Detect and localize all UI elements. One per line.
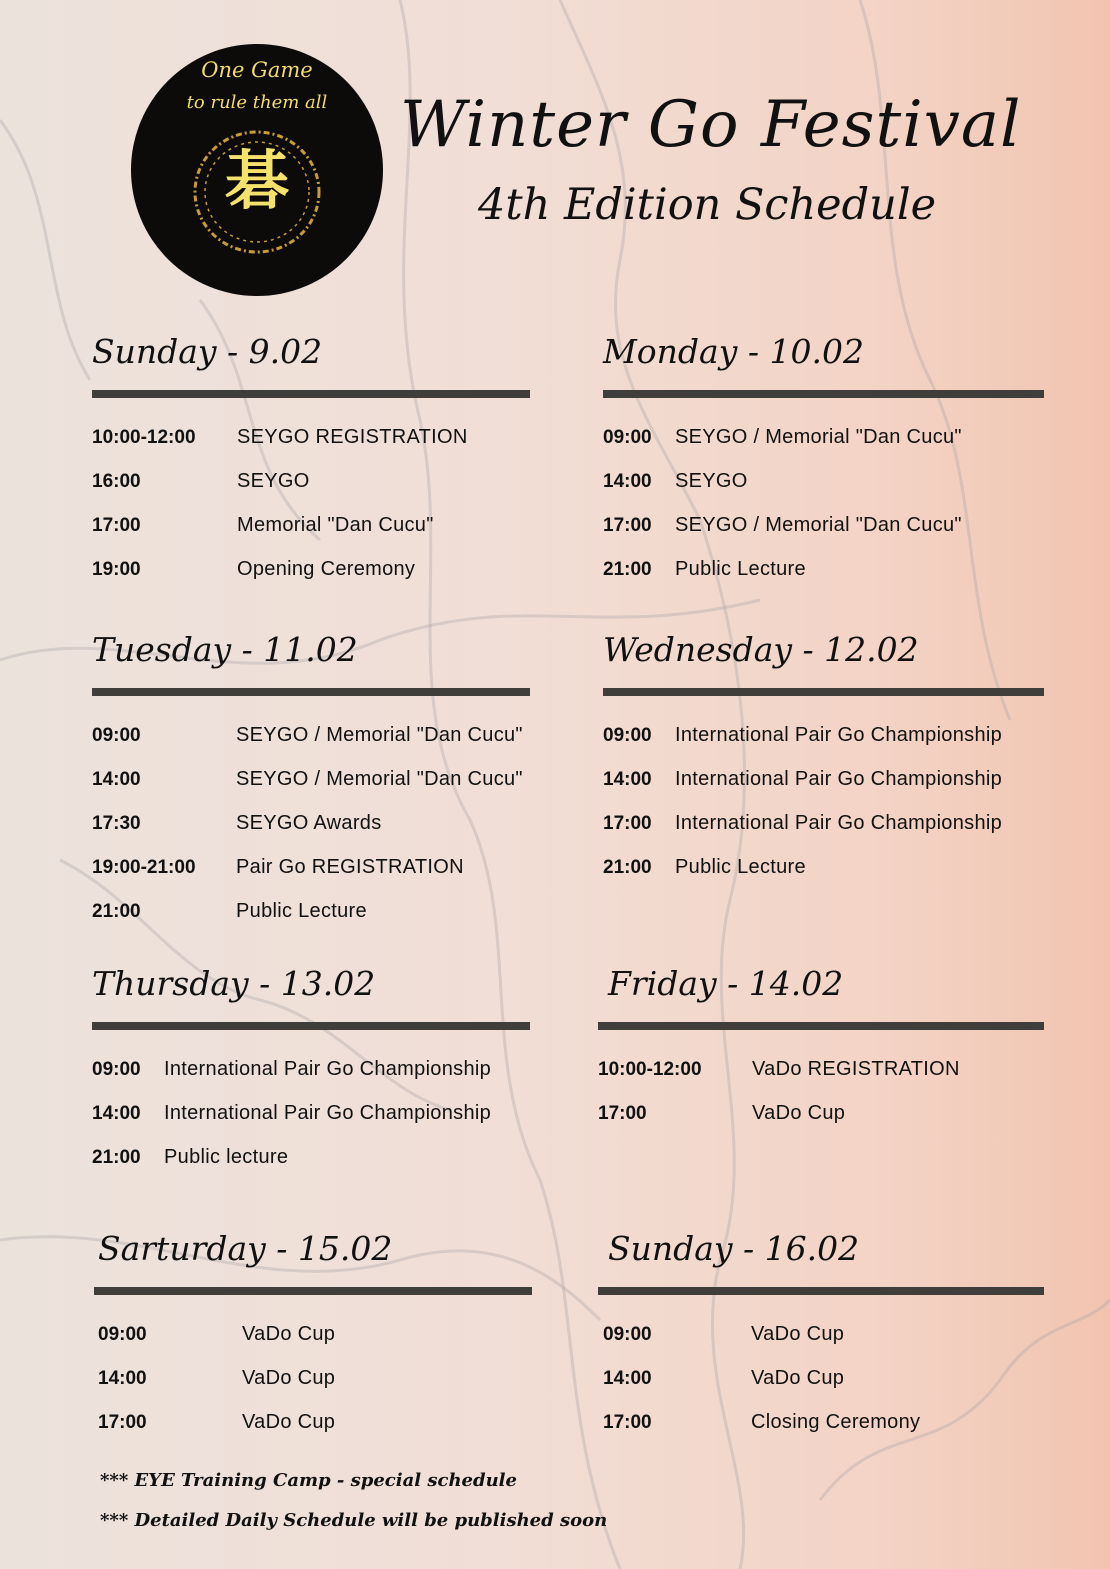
day-title: Wednesday - 12.02	[603, 630, 919, 669]
event-name: VaDo Cup	[751, 1323, 845, 1345]
event-time: 17:00	[603, 1412, 652, 1433]
day-divider	[598, 1287, 1044, 1295]
event-name: VaDo Cup	[242, 1367, 336, 1389]
day-divider	[92, 1022, 530, 1030]
event-time: 17:00	[98, 1412, 147, 1433]
go-kanji-glyph: 碁	[225, 145, 289, 219]
day-title: Thursday - 13.02	[92, 964, 376, 1003]
schedule-event	[603, 856, 1044, 900]
event-time: 10:00-12:00	[92, 427, 196, 448]
schedule-event	[603, 426, 1044, 470]
event-name: SEYGO / Memorial "Dan Cucu"	[236, 724, 523, 746]
festival-logo	[131, 44, 383, 296]
event-name: SEYGO / Memorial "Dan Cucu"	[236, 768, 523, 790]
event-time: 17:00	[598, 1103, 647, 1124]
event-name: SEYGO / Memorial "Dan Cucu"	[675, 426, 962, 448]
event-time: 09:00	[603, 427, 652, 448]
event-name: VaDo Cup	[752, 1102, 846, 1124]
event-name: Public Lecture	[675, 558, 806, 580]
day-divider	[92, 390, 530, 398]
event-time: 14:00	[92, 1103, 141, 1124]
day-title: Monday - 10.02	[603, 332, 864, 371]
schedule-event	[92, 1058, 530, 1102]
day-title: Friday - 14.02	[608, 964, 844, 1003]
event-time: 14:00	[98, 1368, 147, 1389]
event-name: International Pair Go Championship	[675, 724, 1003, 746]
note-daily-schedule: *** Detailed Daily Schedule will be published soon	[100, 1510, 608, 1531]
event-name: International Pair Go Championship	[675, 812, 1003, 834]
day-title: Tuesday - 11.02	[92, 630, 358, 669]
day-title: Sarturday - 15.02	[98, 1229, 393, 1268]
schedule-event	[92, 724, 530, 768]
day-section-sunday-0902	[92, 332, 530, 602]
day-divider	[603, 390, 1044, 398]
page-subtitle: 4th Edition Schedule	[478, 180, 937, 230]
day-divider	[598, 1022, 1044, 1030]
event-name: SEYGO	[675, 470, 748, 492]
event-time: 21:00	[603, 857, 652, 878]
schedule-event	[92, 426, 530, 470]
event-time: 21:00	[603, 559, 652, 580]
event-name: International Pair Go Championship	[675, 768, 1003, 790]
schedule-event	[598, 1323, 1044, 1367]
event-time: 14:00	[92, 769, 141, 790]
event-name: VaDo REGISTRATION	[752, 1058, 960, 1080]
day-section-wednesday-1202	[603, 630, 1044, 900]
event-time: 14:00	[603, 1368, 652, 1389]
day-section-friday-1402	[598, 964, 1044, 1146]
footer-notes	[100, 1470, 607, 1550]
event-time: 17:00	[603, 515, 652, 536]
schedule-event	[92, 856, 530, 900]
event-time: 17:30	[92, 813, 141, 834]
event-time: 14:00	[603, 471, 652, 492]
day-section-thursday-1302	[92, 964, 530, 1190]
schedule-event	[598, 1367, 1044, 1411]
schedule-event	[94, 1411, 532, 1455]
event-name: Public Lecture	[675, 856, 806, 878]
event-name: Closing Ceremony	[751, 1411, 921, 1433]
day-divider	[94, 1287, 532, 1295]
event-name: SEYGO Awards	[236, 812, 382, 834]
schedule-event	[92, 768, 530, 812]
day-divider	[603, 688, 1044, 696]
schedule-event	[603, 558, 1044, 602]
event-time: 17:00	[92, 515, 141, 536]
day-section-tuesday-1102	[92, 630, 530, 944]
event-time: 09:00	[98, 1324, 147, 1345]
event-time: 17:00	[603, 813, 652, 834]
day-section-sunday-1602	[598, 1229, 1044, 1455]
event-time: 21:00	[92, 901, 141, 922]
schedule-event	[92, 900, 530, 944]
logo-tagline-line1: One Game	[201, 58, 313, 82]
schedule-event	[92, 1102, 530, 1146]
schedule-event	[603, 724, 1044, 768]
schedule-event	[92, 514, 530, 558]
event-name: International Pair Go Championship	[164, 1102, 492, 1124]
event-name: SEYGO REGISTRATION	[237, 426, 468, 448]
schedule-event	[603, 514, 1044, 558]
event-time: 09:00	[92, 725, 141, 746]
logo-tagline-line2: to rule them all	[186, 92, 328, 113]
schedule-event	[598, 1411, 1044, 1455]
schedule-event	[92, 1146, 530, 1190]
schedule-event	[598, 1102, 1044, 1146]
event-time: 14:00	[603, 769, 652, 790]
event-time: 16:00	[92, 471, 141, 492]
note-training-camp: *** EYE Training Camp - special schedule	[100, 1470, 517, 1491]
event-name: Public Lecture	[236, 900, 367, 922]
schedule-event	[92, 558, 530, 602]
event-name: Public lecture	[164, 1146, 289, 1168]
event-name: Memorial "Dan Cucu"	[237, 514, 434, 536]
event-name: Opening Ceremony	[237, 558, 416, 580]
day-section-monday-1002	[603, 332, 1044, 602]
event-time: 09:00	[92, 1059, 141, 1080]
day-section-saturday-1502	[94, 1229, 532, 1455]
schedule-event	[94, 1367, 532, 1411]
event-time: 19:00-21:00	[92, 857, 196, 878]
event-time: 19:00	[92, 559, 141, 580]
event-name: VaDo Cup	[751, 1367, 845, 1389]
schedule-event	[603, 768, 1044, 812]
schedule-event	[598, 1058, 1044, 1102]
schedule-event	[603, 812, 1044, 856]
event-name: VaDo Cup	[242, 1323, 336, 1345]
day-title: Sunday - 9.02	[92, 332, 323, 371]
event-name: SEYGO	[237, 470, 310, 492]
schedule-event	[603, 470, 1044, 514]
event-time: 10:00-12:00	[598, 1059, 702, 1080]
event-time: 09:00	[603, 1324, 652, 1345]
schedule-event	[92, 470, 530, 514]
event-name: Pair Go REGISTRATION	[236, 856, 464, 878]
page-title: Winter Go Festival	[400, 88, 1022, 162]
event-time: 09:00	[603, 725, 652, 746]
day-divider	[92, 688, 530, 696]
event-name: SEYGO / Memorial "Dan Cucu"	[675, 514, 962, 536]
schedule-event	[94, 1323, 532, 1367]
event-name: International Pair Go Championship	[164, 1058, 492, 1080]
event-name: VaDo Cup	[242, 1411, 336, 1433]
day-title: Sunday - 16.02	[608, 1229, 860, 1268]
event-time: 21:00	[92, 1147, 141, 1168]
schedule-event	[92, 812, 530, 856]
